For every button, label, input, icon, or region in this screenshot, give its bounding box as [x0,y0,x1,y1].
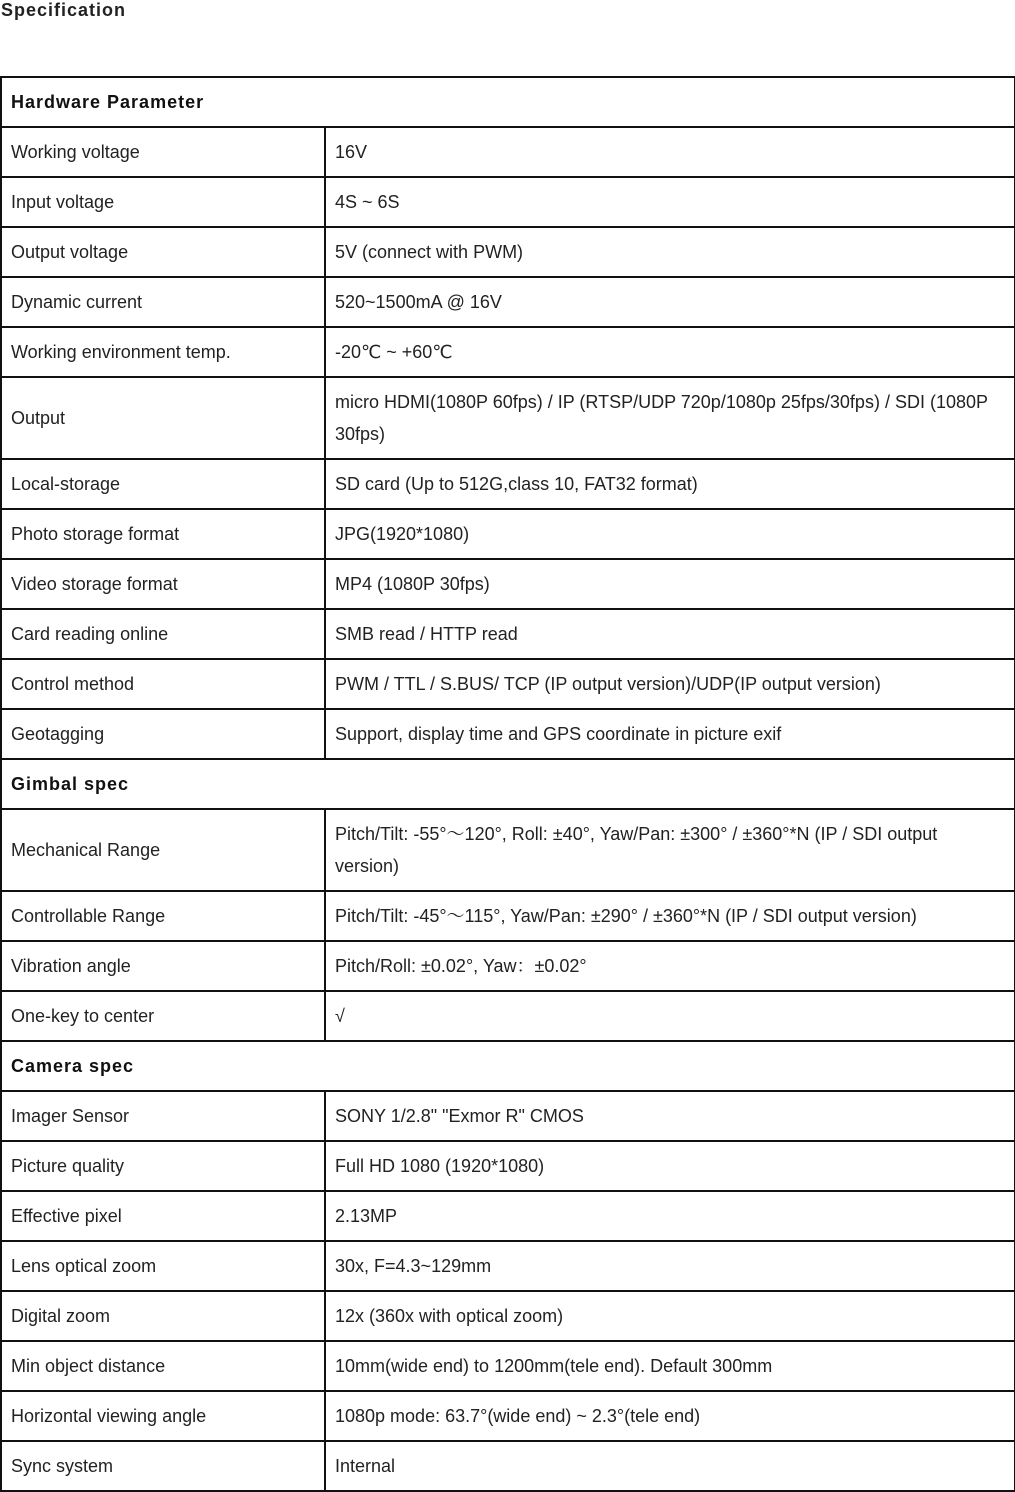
row-value: PWM / TTL / S.BUS/ TCP (IP output version)/UDP(IP output version) [325,659,1015,709]
row-value: 4S ~ 6S [325,177,1015,227]
row-value: -20℃ ~ +60℃ [325,327,1015,377]
row-value: SONY 1/2.8" "Exmor R" CMOS [325,1091,1015,1141]
row-label: Digital zoom [1,1291,325,1341]
row-label: Sync system [1,1441,325,1491]
table-row [1,1241,1015,1291]
row-label: Local-storage [1,459,325,509]
section-header-row [1,77,1015,127]
row-label: Output [1,377,325,459]
row-label: Card reading online [1,609,325,659]
table-row [1,659,1015,709]
table-row [1,127,1015,177]
table-row [1,1341,1015,1391]
row-label: One-key to center [1,991,325,1041]
row-value: Support, display time and GPS coordinate in picture exif [325,709,1015,759]
row-value: SD card (Up to 512G,class 10, FAT32 format) [325,459,1015,509]
row-label: Input voltage [1,177,325,227]
row-label: Photo storage format [1,509,325,559]
row-label: Picture quality [1,1141,325,1191]
row-label: Control method [1,659,325,709]
row-label: Horizontal viewing angle [1,1391,325,1441]
row-label: Imager Sensor [1,1091,325,1141]
row-value: JPG(1920*1080) [325,509,1015,559]
table-row [1,377,1015,459]
table-row [1,809,1015,891]
row-value: 5V (connect with PWM) [325,227,1015,277]
section-heading: Camera spec [1,1041,1015,1091]
row-label: Vibration angle [1,941,325,991]
row-value: micro HDMI(1080P 60fps) / IP (RTSP/UDP 720p/1080p 25fps/30fps) / SDI (1080P 30fps) [325,377,1015,459]
row-value: 12x (360x with optical zoom) [325,1291,1015,1341]
table-row [1,1441,1015,1491]
row-label: Video storage format [1,559,325,609]
row-value: Internal [325,1441,1015,1491]
table-row [1,991,1015,1041]
table-row [1,709,1015,759]
table-row [1,177,1015,227]
table-row [1,609,1015,659]
table-row [1,509,1015,559]
row-label: Controllable Range [1,891,325,941]
table-row [1,1141,1015,1191]
table-row [1,1091,1015,1141]
row-label: Output voltage [1,227,325,277]
specification-table [0,76,1015,1492]
table-row [1,459,1015,509]
table-row [1,327,1015,377]
row-value: MP4 (1080P 30fps) [325,559,1015,609]
row-value: 16V [325,127,1015,177]
table-row [1,1291,1015,1341]
section-header-row [1,759,1015,809]
row-value: 520~1500mA @ 16V [325,277,1015,327]
table-row [1,891,1015,941]
table-row [1,227,1015,277]
table-row [1,941,1015,991]
row-label: Min object distance [1,1341,325,1391]
row-label: Effective pixel [1,1191,325,1241]
row-value: √ [325,991,1015,1041]
row-label: Working environment temp. [1,327,325,377]
table-row [1,1191,1015,1241]
row-value: 1080p mode: 63.7°(wide end) ~ 2.3°(tele end) [325,1391,1015,1441]
row-label: Working voltage [1,127,325,177]
row-label: Lens optical zoom [1,1241,325,1291]
table-row [1,277,1015,327]
row-value: 10mm(wide end) to 1200mm(tele end). Default 300mm [325,1341,1015,1391]
row-label: Mechanical Range [1,809,325,891]
row-value: Full HD 1080 (1920*1080) [325,1141,1015,1191]
row-label: Dynamic current [1,277,325,327]
row-value: Pitch/Tilt: -45°～115°, Yaw/Pan: ±290° / ±360°*N (IP / SDI output version) [325,891,1015,941]
table-row [1,1391,1015,1441]
section-heading: Gimbal spec [1,759,1015,809]
row-value: Pitch/Tilt: -55°～120°, Roll: ±40°, Yaw/Pan: ±300° / ±360°*N (IP / SDI output version) [325,809,1015,891]
table-row [1,559,1015,609]
row-label: Geotagging [1,709,325,759]
row-value: 2.13MP [325,1191,1015,1241]
section-heading: Hardware Parameter [1,77,1015,127]
page-title: Specification [1,0,127,20]
row-value: Pitch/Roll: ±0.02°, Yaw：±0.02° [325,941,1015,991]
section-header-row [1,1041,1015,1091]
row-value: SMB read / HTTP read [325,609,1015,659]
row-value: 30x, F=4.3~129mm [325,1241,1015,1291]
